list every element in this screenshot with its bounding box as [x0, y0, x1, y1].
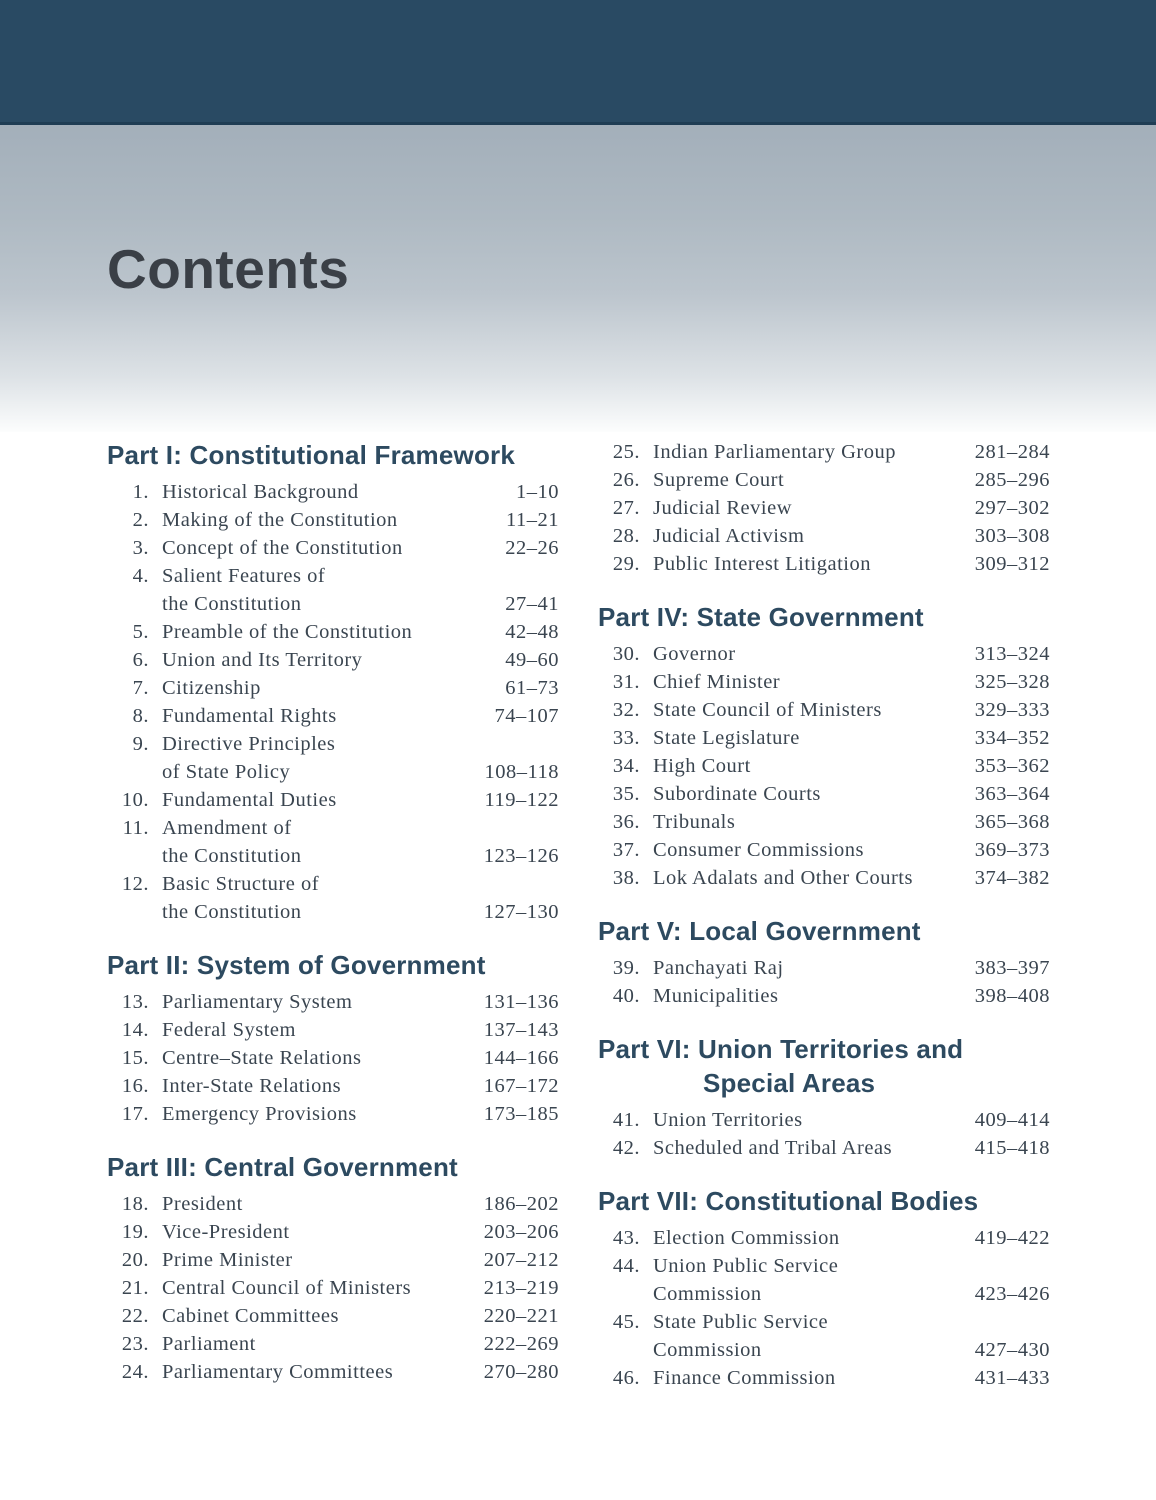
entry-title: Judicial Activism	[653, 525, 805, 547]
toc-entry-line	[598, 1252, 1050, 1280]
entry-title: Panchayati Raj	[653, 957, 784, 979]
toc-entry-line	[107, 702, 559, 730]
entry-pages: 285–296	[974, 469, 1050, 491]
toc-entry	[598, 808, 1050, 836]
toc-entry-line	[107, 786, 559, 814]
entry-pages: 42–48	[505, 621, 559, 643]
part-heading	[598, 600, 1050, 634]
toc-section	[598, 1032, 1050, 1162]
toc-entry-line	[107, 1072, 559, 1100]
entry-number: 38.	[612, 867, 640, 889]
toc-entry	[598, 1252, 1050, 1308]
entry-title: Parliamentary System	[162, 991, 353, 1013]
toc-entry	[598, 640, 1050, 668]
toc-entry-line	[598, 1280, 1050, 1308]
entry-title: Inter-State Relations	[162, 1075, 342, 1097]
entry-number: 18.	[121, 1193, 149, 1215]
entry-pages: 313–324	[974, 643, 1050, 665]
entry-title: Consumer Commissions	[653, 839, 865, 861]
toc-entry-line	[598, 808, 1050, 836]
page-title: Contents	[107, 238, 350, 300]
toc-entry	[598, 982, 1050, 1010]
entry-pages: 22–26	[505, 537, 559, 559]
entry-pages: 329–333	[974, 699, 1050, 721]
part-heading-line: Part V: Local Government	[598, 916, 921, 946]
entry-title: Citizenship	[162, 677, 261, 699]
toc-entry-line	[598, 982, 1050, 1010]
entry-number: 46.	[612, 1367, 640, 1389]
entry-number: 41.	[612, 1109, 640, 1131]
entry-pages: 374–382	[974, 867, 1050, 889]
toc-entry	[598, 1106, 1050, 1134]
entry-pages: 309–312	[974, 553, 1050, 575]
entry-title: Basic Structure of	[162, 873, 320, 895]
entry-number: 21.	[121, 1277, 149, 1299]
toc-entry	[598, 494, 1050, 522]
toc-section	[598, 600, 1050, 892]
entry-title: Cabinet Committees	[162, 1305, 339, 1327]
part-heading-line: Part II: System of Government	[107, 950, 486, 980]
part-heading	[598, 914, 1050, 948]
toc-entry	[598, 522, 1050, 550]
entry-pages: 167–172	[483, 1075, 559, 1097]
toc-entry-line	[107, 534, 559, 562]
entry-number: 45.	[612, 1311, 640, 1333]
entry-pages: 363–364	[974, 783, 1050, 805]
toc-entry-line	[598, 780, 1050, 808]
toc-entry	[598, 836, 1050, 864]
part-heading-line: Part IV: State Government	[598, 602, 924, 632]
entry-number: 40.	[612, 985, 640, 1007]
entry-title: Tribunals	[653, 811, 736, 833]
toc-entry	[107, 730, 559, 786]
entry-title: Indian Parliamentary Group	[653, 441, 896, 463]
toc-entry	[598, 954, 1050, 982]
entry-pages: 398–408	[974, 985, 1050, 1007]
part-heading	[107, 1150, 559, 1184]
toc-entry-line	[598, 724, 1050, 752]
entry-title: Scheduled and Tribal Areas	[653, 1137, 893, 1159]
entry-title: Parliamentary Committees	[162, 1361, 394, 1383]
entry-number: 37.	[612, 839, 640, 861]
toc-entry	[107, 562, 559, 618]
entry-pages: 144–166	[483, 1047, 559, 1069]
entry-number: 36.	[612, 811, 640, 833]
entry-number: 8.	[132, 705, 149, 727]
entry-title: Amendment of	[162, 817, 292, 839]
entry-pages: 131–136	[483, 991, 559, 1013]
toc-entry-line	[598, 752, 1050, 780]
entry-number: 17.	[121, 1103, 149, 1125]
toc-entry-line	[107, 1274, 559, 1302]
entry-number: 44.	[612, 1255, 640, 1277]
toc-entry	[598, 1364, 1050, 1392]
toc-section	[107, 438, 559, 926]
entry-title: Vice-President	[162, 1221, 290, 1243]
toc-section	[598, 438, 1050, 578]
entry-title: Public Interest Litigation	[653, 553, 871, 575]
top-banner	[0, 0, 1156, 125]
entry-title: Directive Principles	[162, 733, 336, 755]
toc-entry-line	[598, 696, 1050, 724]
entry-title: Salient Features of	[162, 565, 326, 587]
entry-title: Parliament	[162, 1333, 256, 1355]
toc-entry-line	[107, 814, 559, 842]
entry-pages: 49–60	[505, 649, 559, 671]
entry-title: Union and Its Territory	[162, 649, 363, 671]
toc-entry-line	[107, 1190, 559, 1218]
entry-pages: 207–212	[483, 1249, 559, 1271]
entry-number: 27.	[612, 497, 640, 519]
part-heading-line: Special Areas	[703, 1068, 876, 1098]
part-heading-line: Part VI: Union Territories and	[598, 1034, 964, 1064]
entry-pages: 123–126	[483, 845, 559, 867]
toc-entry	[598, 752, 1050, 780]
toc-entry-line	[598, 954, 1050, 982]
toc-entry-line	[598, 864, 1050, 892]
entry-title: Commission	[653, 1283, 762, 1305]
toc-entry	[598, 550, 1050, 578]
toc-entry-line	[107, 842, 559, 870]
toc-entry	[107, 1072, 559, 1100]
toc-entry	[107, 1358, 559, 1386]
toc-section	[107, 948, 559, 1128]
toc-entry-line	[107, 1330, 559, 1358]
toc-entry-line	[107, 1358, 559, 1386]
entry-title: Lok Adalats and Other Courts	[653, 867, 913, 889]
entry-number: 12.	[121, 873, 149, 895]
toc-entry-line	[598, 522, 1050, 550]
part-heading-line: Part III: Central Government	[107, 1152, 458, 1182]
toc-entry	[107, 1044, 559, 1072]
toc-entry-line	[598, 1308, 1050, 1336]
toc-entry	[107, 786, 559, 814]
toc-entry	[598, 1308, 1050, 1364]
entry-number: 28.	[612, 525, 640, 547]
toc-entry	[107, 1190, 559, 1218]
entry-pages: 383–397	[974, 957, 1050, 979]
part-heading	[598, 1184, 1050, 1218]
toc-entry	[107, 1330, 559, 1358]
entry-title: Finance Commission	[653, 1367, 836, 1389]
toc-entry-line	[107, 646, 559, 674]
entry-title: the Constitution	[162, 845, 302, 867]
toc-entry	[598, 668, 1050, 696]
hero-banner	[0, 125, 1156, 432]
entry-pages: 334–352	[974, 727, 1050, 749]
toc-entry	[107, 674, 559, 702]
entry-pages: 270–280	[483, 1361, 559, 1383]
toc-section	[107, 1150, 559, 1386]
entry-pages: 173–185	[483, 1103, 559, 1125]
entry-pages: 431–433	[974, 1367, 1050, 1389]
part-heading-line: Part I: Constitutional Framework	[107, 440, 516, 470]
entry-title: Concept of the Constitution	[162, 537, 403, 559]
entry-pages: 127–130	[483, 901, 559, 923]
entry-pages: 409–414	[974, 1109, 1050, 1131]
toc-entry	[107, 1016, 559, 1044]
entry-number: 29.	[612, 553, 640, 575]
toc-entry	[107, 702, 559, 730]
toc-entry-line	[107, 898, 559, 926]
entry-number: 43.	[612, 1227, 640, 1249]
entry-number: 25.	[612, 441, 640, 463]
entry-title: Commission	[653, 1339, 762, 1361]
entry-pages: 222–269	[483, 1333, 559, 1355]
entry-pages: 186–202	[483, 1193, 559, 1215]
entry-number: 14.	[121, 1019, 149, 1041]
entry-title: Emergency Provisions	[162, 1103, 357, 1125]
toc-entry	[107, 534, 559, 562]
entry-pages: 203–206	[483, 1221, 559, 1243]
entry-pages: 119–122	[484, 789, 559, 811]
entry-number: 33.	[612, 727, 640, 749]
entry-title: Judicial Review	[653, 497, 793, 519]
toc-entry-line	[107, 1016, 559, 1044]
entry-title: High Court	[653, 755, 751, 777]
entry-number: 30.	[612, 643, 640, 665]
entry-title: Federal System	[162, 1019, 296, 1041]
toc-entry	[107, 814, 559, 870]
entry-number: 11.	[122, 817, 149, 839]
part-heading	[107, 948, 559, 982]
entry-number: 26.	[612, 469, 640, 491]
entry-title: Subordinate Courts	[653, 783, 821, 805]
toc-entry	[598, 466, 1050, 494]
entry-pages: 74–107	[494, 705, 559, 727]
toc-entry-line	[598, 1106, 1050, 1134]
toc-entry	[107, 1246, 559, 1274]
toc-column-right	[598, 438, 1050, 1392]
entry-title: of State Policy	[162, 761, 291, 783]
toc-entry	[107, 870, 559, 926]
entry-pages: 108–118	[484, 761, 559, 783]
toc-entry-line	[598, 494, 1050, 522]
entry-number: 15.	[121, 1047, 149, 1069]
toc-entry	[598, 864, 1050, 892]
entry-title: Fundamental Duties	[162, 789, 337, 811]
toc-section	[598, 914, 1050, 1010]
entry-title: Preamble of the Constitution	[162, 621, 413, 643]
toc-entry-line	[598, 466, 1050, 494]
entry-number: 6.	[132, 649, 149, 671]
toc-entry-line	[107, 506, 559, 534]
toc-column-left	[107, 438, 559, 1386]
toc-entry	[598, 780, 1050, 808]
entry-number: 5.	[132, 621, 149, 643]
entry-pages: 325–328	[974, 671, 1050, 693]
toc-entry-line	[107, 988, 559, 1016]
toc-entry-line	[598, 668, 1050, 696]
entry-pages: 220–221	[483, 1305, 559, 1327]
entry-pages: 419–422	[974, 1227, 1050, 1249]
entry-number: 10.	[121, 789, 149, 811]
toc-entry-line	[107, 1302, 559, 1330]
toc-entry-line	[107, 1218, 559, 1246]
entry-pages: 415–418	[974, 1137, 1050, 1159]
entry-title: Central Council of Ministers	[162, 1277, 412, 1299]
entry-number: 23.	[121, 1333, 149, 1355]
entry-number: 7.	[132, 677, 149, 699]
toc-entry-line	[598, 438, 1050, 466]
entry-title: Supreme Court	[653, 469, 785, 491]
toc-entry-line	[598, 1364, 1050, 1392]
entry-pages: 61–73	[505, 677, 559, 699]
toc-entry-line	[107, 870, 559, 898]
entry-number: 35.	[612, 783, 640, 805]
toc-entry-line	[598, 550, 1050, 578]
toc-entry	[107, 478, 559, 506]
entry-number: 1.	[132, 481, 149, 503]
entry-title: Union Territories	[653, 1109, 803, 1131]
entry-title: Municipalities	[653, 985, 779, 1007]
entry-pages: 423–426	[974, 1283, 1050, 1305]
part-heading-line: Part VII: Constitutional Bodies	[598, 1186, 979, 1216]
toc-entry-line	[107, 674, 559, 702]
entry-title: Union Public Service	[653, 1255, 839, 1277]
toc-section	[598, 1184, 1050, 1392]
entry-pages: 353–362	[974, 755, 1050, 777]
toc-entry-line	[598, 1134, 1050, 1162]
entry-title: Governor	[653, 643, 736, 665]
entry-pages: 303–308	[974, 525, 1050, 547]
toc-entry-line	[107, 590, 559, 618]
toc-entry	[598, 696, 1050, 724]
toc-entry	[107, 506, 559, 534]
entry-pages: 137–143	[483, 1019, 559, 1041]
entry-title: the Constitution	[162, 593, 302, 615]
entry-pages: 365–368	[974, 811, 1050, 833]
entry-number: 32.	[612, 699, 640, 721]
entry-title: the Constitution	[162, 901, 302, 923]
entry-title: Fundamental Rights	[162, 705, 337, 727]
toc-entry-line	[107, 730, 559, 758]
entry-title: Chief Minister	[653, 671, 781, 693]
toc-entry-line	[598, 836, 1050, 864]
entry-title: State Council of Ministers	[653, 699, 882, 721]
entry-pages: 1–10	[516, 481, 559, 503]
toc-entry-line	[107, 1044, 559, 1072]
toc-entry	[107, 646, 559, 674]
entry-number: 39.	[612, 957, 640, 979]
toc-entry	[598, 438, 1050, 466]
entry-title: State Legislature	[653, 727, 800, 749]
entry-pages: 297–302	[974, 497, 1050, 519]
entry-number: 24.	[121, 1361, 149, 1383]
entry-title: Centre–State Relations	[162, 1047, 362, 1069]
toc-entry-line	[107, 562, 559, 590]
entry-title: Making of the Constitution	[162, 509, 398, 531]
toc-entry-line	[598, 1224, 1050, 1252]
entry-number: 34.	[612, 755, 640, 777]
entry-pages: 11–21	[506, 509, 559, 531]
entry-number: 2.	[132, 509, 149, 531]
entry-pages: 369–373	[974, 839, 1050, 861]
entry-number: 31.	[612, 671, 640, 693]
part-heading	[598, 1032, 1050, 1100]
toc-entry-line	[107, 758, 559, 786]
entry-title: Prime Minister	[162, 1249, 293, 1271]
entry-title: State Public Service	[653, 1311, 829, 1333]
entry-title: Election Commission	[653, 1227, 840, 1249]
toc-entry-line	[107, 478, 559, 506]
entry-number: 4.	[132, 565, 149, 587]
entry-number: 16.	[121, 1075, 149, 1097]
entry-title: Historical Background	[162, 481, 359, 503]
toc-entry-line	[598, 1336, 1050, 1364]
toc-entry	[107, 618, 559, 646]
entry-number: 3.	[132, 537, 149, 559]
part-heading	[107, 438, 559, 472]
entry-number: 22.	[121, 1305, 149, 1327]
entry-number: 19.	[121, 1221, 149, 1243]
entry-number: 13.	[121, 991, 149, 1013]
entry-title: President	[162, 1193, 243, 1215]
toc-entry-line	[598, 640, 1050, 668]
entry-number: 20.	[121, 1249, 149, 1271]
toc-entry	[107, 988, 559, 1016]
toc-entry	[598, 724, 1050, 752]
toc-entry	[598, 1134, 1050, 1162]
entry-pages: 281–284	[974, 441, 1050, 463]
entry-pages: 27–41	[505, 593, 559, 615]
toc-entry	[107, 1274, 559, 1302]
toc-entry	[107, 1100, 559, 1128]
entry-number: 9.	[132, 733, 149, 755]
entry-pages: 213–219	[483, 1277, 559, 1299]
toc-entry	[598, 1224, 1050, 1252]
toc-entry-line	[107, 1100, 559, 1128]
toc-entry-line	[107, 1246, 559, 1274]
entry-number: 42.	[612, 1137, 640, 1159]
toc-entry	[107, 1302, 559, 1330]
entry-pages: 427–430	[974, 1339, 1050, 1361]
toc-entry	[107, 1218, 559, 1246]
toc-entry-line	[107, 618, 559, 646]
